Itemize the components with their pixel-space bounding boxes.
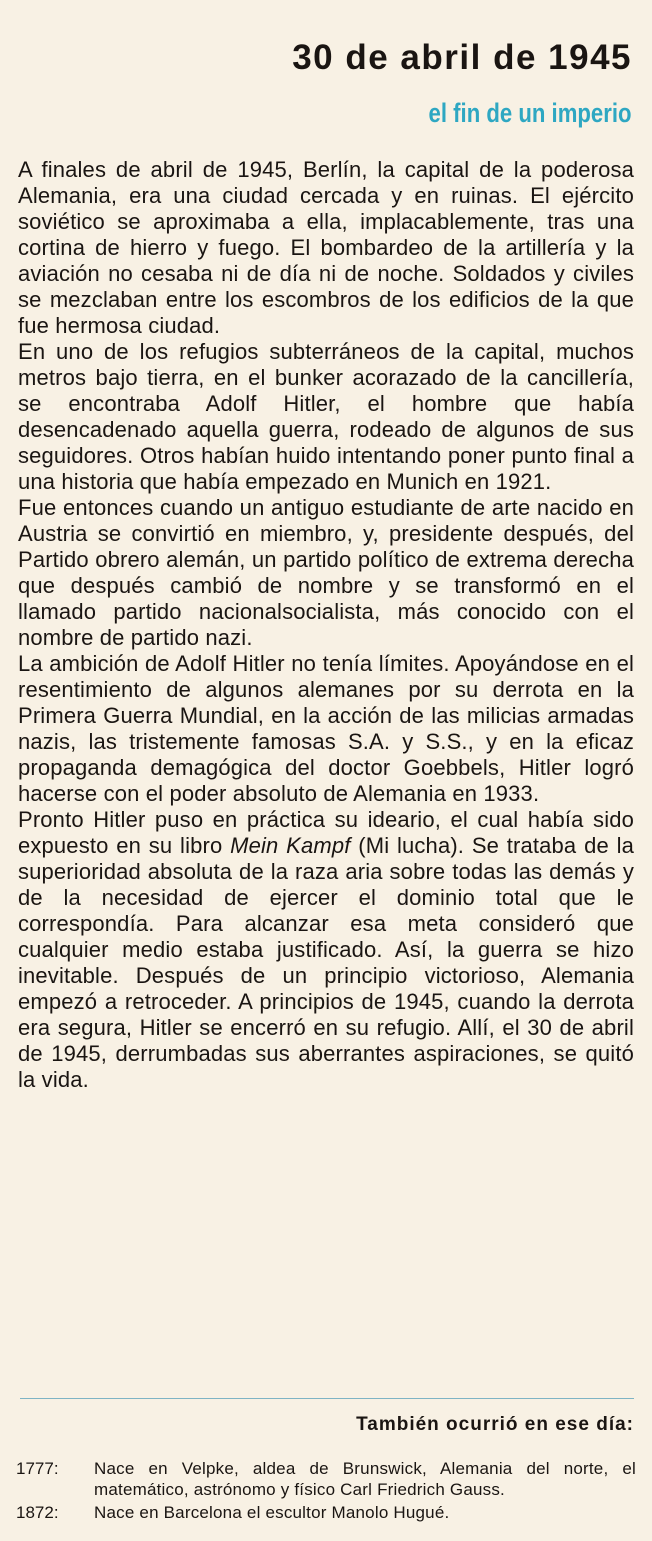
section-divider: [20, 1398, 634, 1399]
event-description: Nace en Velpke, aldea de Brunswick, Alemania del norte, el matemático, astrónomo y físico Carl Friedrich Gauss.: [94, 1459, 636, 1499]
event-item: [16, 1502, 636, 1523]
also-happened-heading: También ocurrió en ese día:: [356, 1414, 634, 1435]
article-paragraph: En uno de los refugios subterráneos de la capital, muchos metros bajo tierra, en el bunker acorazado de la cancillería, se encontraba Adolf Hitler, el hombre que había desencadenado aquella guerra, rodeado de algunos de sus seguidores. Otros habían huido intentando poner punto final a una historia que había empezado en Munich en 1921.: [18, 339, 634, 494]
page-subtitle: el fin de un imperio: [429, 98, 632, 128]
article-paragraph: Fue entonces cuando un antiguo estudiante de arte nacido en Austria se convirtió en miembro, y, presidente después, del Partido obrero alemán, un partido político de extrema derecha que después cambió de nombre y se transformó en el llamado partido nacionalsocialista, más conocido con el nombre de partido nazi.: [18, 495, 634, 650]
event-description: Nace en Barcelona el escultor Manolo Hugué.: [94, 1503, 450, 1522]
paragraph-text-start: Pronto Hitler puso en práctica su ideario, el cual había sido expuesto en su libro: [18, 807, 634, 858]
event-year: 1777:: [16, 1459, 59, 1478]
paragraph-text-end: (Mi lucha). Se trataba de la superioridad absoluta de la raza aria sobre todas las demás y de la necesidad de ejercer el dominio total que le correspondía. Para alcanzar esa meta consideró que cualquier medio estaba justificado. Así, la guerra se hizo inevitable. Después de un principio victorioso, Alemania empezó a retroceder. A principios de 1945, cuando la derrota era segura, Hitler se encerró en su refugio. Allí, el 30 de abril de 1945, derrumbadas sus aberrantes aspiraciones, se quitó la vida.: [18, 833, 635, 1092]
article-paragraph: A finales de abril de 1945, Berlín, la capital de la poderosa Alemania, era una ciudad cercada y en ruinas. El ejército soviético se aproximaba a ella, implacablemente, tras una cortina de hierro y fuego. El bombardeo de la artillería y la aviación no cesaba ni de día ni de noche. Soldados y civiles se mezclaban entre los escombros de los edificios de la que fue hermosa ciudad.: [18, 157, 634, 338]
article-paragraph: [18, 807, 634, 1093]
page-title: 30 de abril de 1945: [292, 38, 632, 77]
article-body: [18, 157, 634, 1093]
events-list: [16, 1458, 636, 1525]
event-item: [16, 1458, 636, 1500]
article-paragraph: La ambición de Adolf Hitler no tenía límites. Apoyándose en el resentimiento de algunos alemanes por su derrota en la Primera Guerra Mundial, en la acción de las milicias armadas nazis, las tristemente famosas S.A. y S.S., y en la eficaz propaganda demagógica del doctor Goebbels, Hitler logró hacerse con el poder absoluto de Alemania en 1933.: [18, 651, 634, 806]
book-title: Mein Kampf: [230, 833, 351, 858]
event-year: 1872:: [16, 1503, 59, 1522]
